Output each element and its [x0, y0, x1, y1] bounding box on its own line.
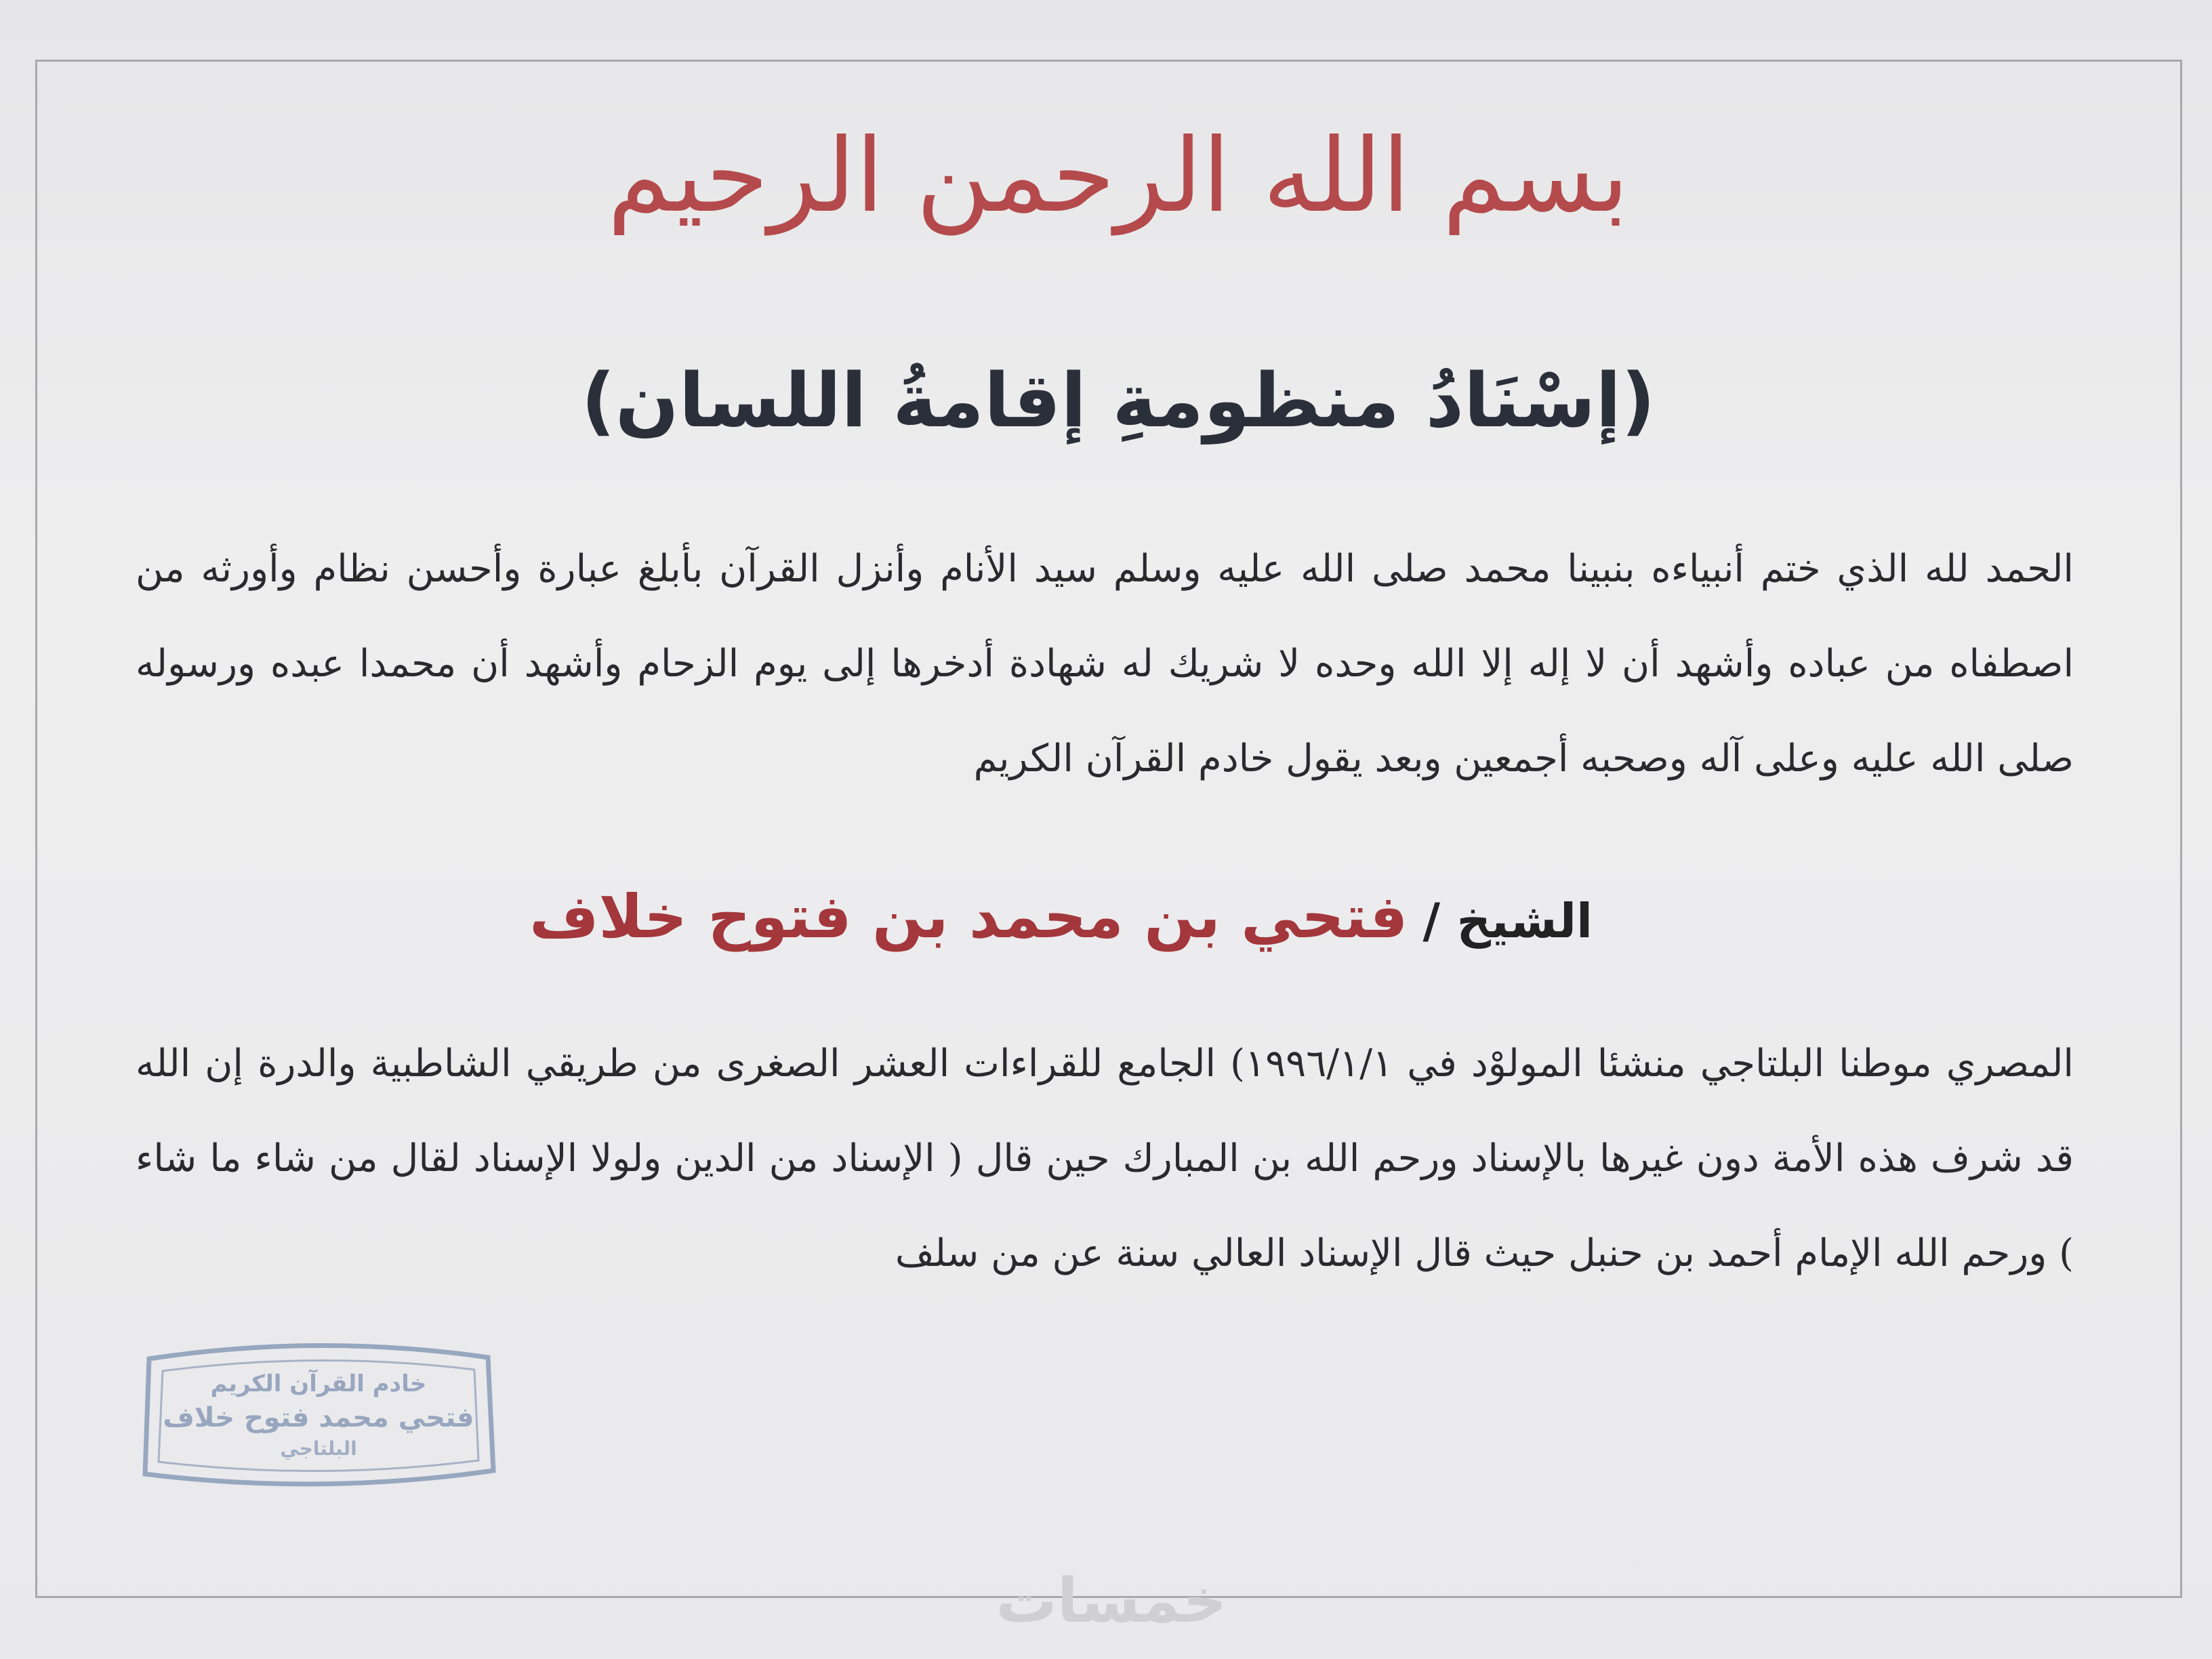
sheikh-line: [474, 881, 1593, 953]
opening-paragraph: الحمد لله الذي ختم أنبياءه بنبينا محمد صلى الله عليه وسلم سيد الأنام وأنزل القرآن بأبلغ عبارة وأحسن نظام وأورثه من اصطفاه من عباده وأشهد أن لا إله إلا الله وحده لا شريك له شهادة أدخرها إلى يوم الزحام وأشهد أن محمدا عبده ورسوله صلى الله عليه وعلى آله وصحبه أجمعين وبعد يقول خادم القرآن الكريم: [136, 547, 2074, 781]
basmala-heading: بسم الله الرحمن الرحيم: [607, 117, 1629, 235]
sheikh-name: فتحي بن محمد بن فتوح خلاف: [529, 882, 1408, 951]
stamp-line-3: البلتاجي: [280, 1437, 357, 1460]
stamp-line-1: خادم القرآن الكريم: [210, 1370, 427, 1397]
watermark-logo: خمسات: [996, 1565, 1227, 1637]
sheikh-label: الشيخ /: [1422, 893, 1593, 949]
isnad-paragraph: المصري موطنا البلتاجي منشئا المولوْد في ١٩٩٦/١/١) الجامع للقراءات العشر الصغرى من طريقي الشاطبية والدرة إن الله قد شرف هذه الأمة دون غيرها بالإسناد ورحم الله بن المبارك حين قال ( الإسناد من الدين ولولا الإسناد لقال من شاء ما شاء ) ورحم الله الإمام أحمد بن حنبل حيث قال الإسناد العالي سنة عن من سلف: [136, 1042, 2074, 1275]
ink-stamp: [136, 1338, 501, 1491]
document-subtitle: (إسْنَادُ منظومةِ إقامةُ اللسان): [581, 357, 1656, 444]
stamp-line-2: فتحي محمد فتوح خلاف: [163, 1402, 474, 1433]
